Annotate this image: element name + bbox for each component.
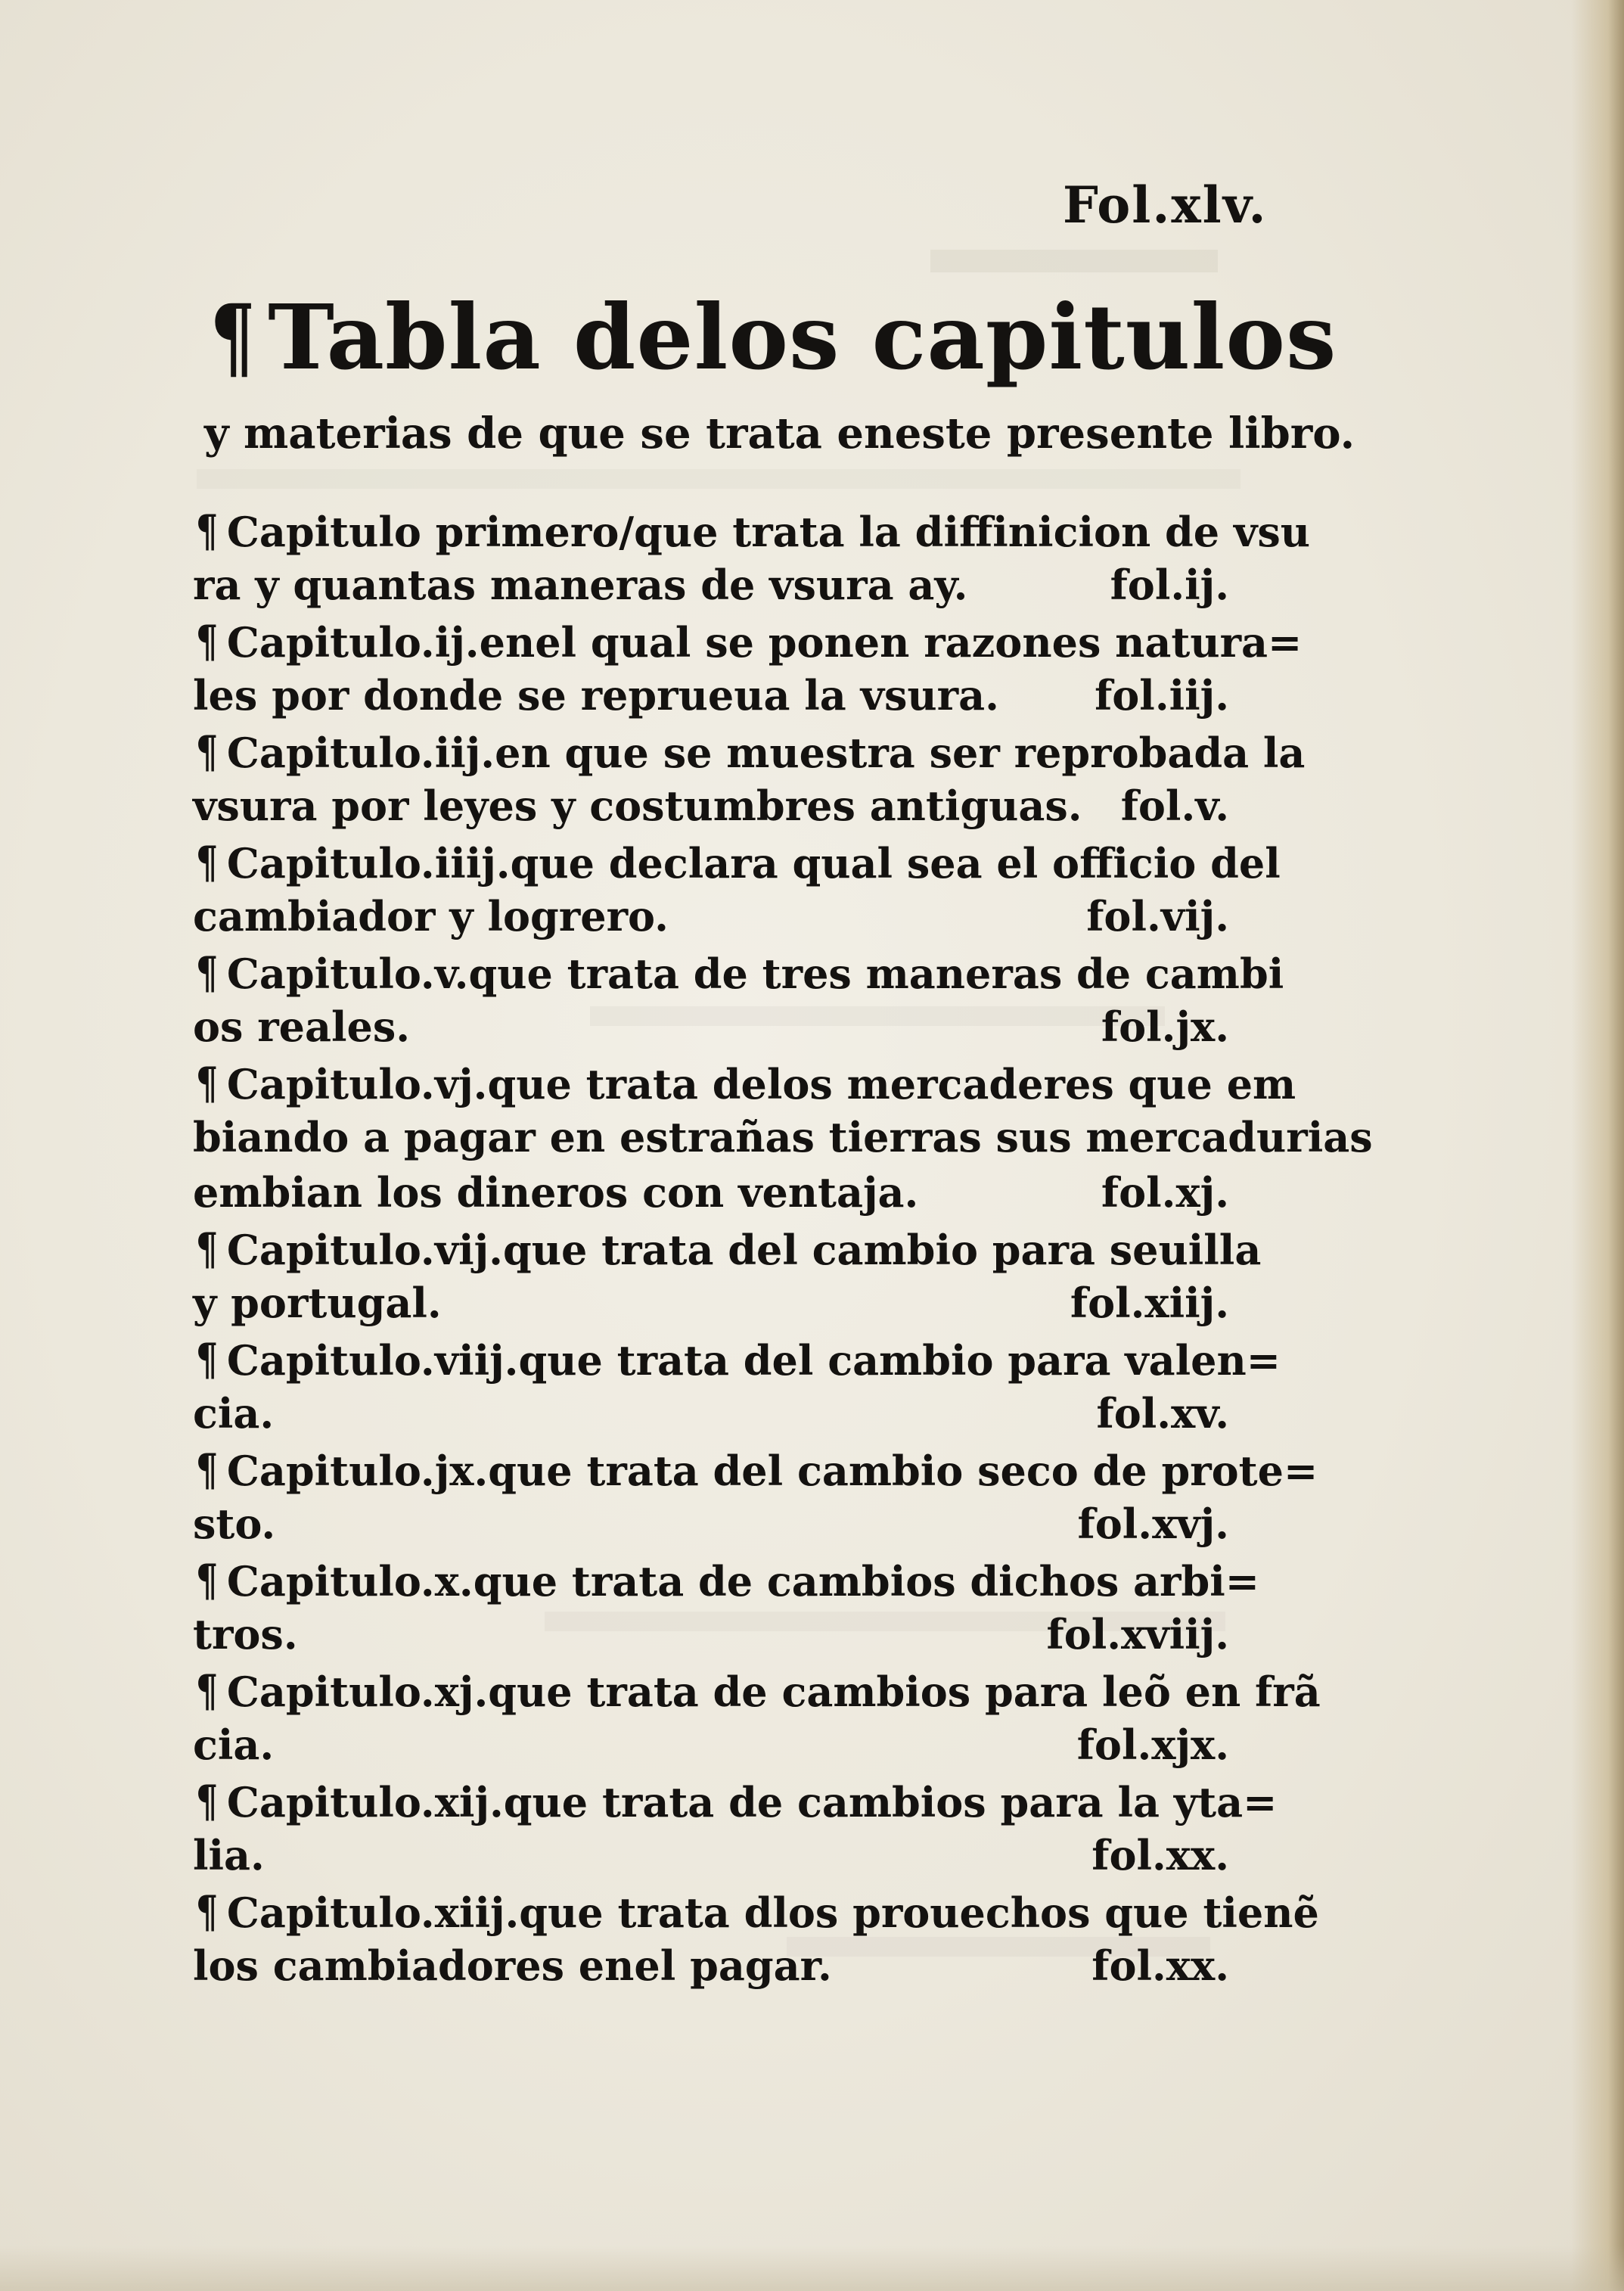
toc-entry-text: cambiador y logrero. bbox=[193, 892, 669, 940]
toc-entry-text: les por donde se reprueua la vsura. bbox=[193, 671, 999, 720]
toc-entry-text-wrap bbox=[193, 837, 1281, 888]
toc-entry-text: cia. bbox=[193, 1721, 275, 1769]
toc-entry bbox=[193, 616, 1303, 726]
toc-entry-text-wrap bbox=[193, 1610, 298, 1658]
toc-entry-text-wrap bbox=[193, 1500, 275, 1548]
toc-entry bbox=[193, 505, 1310, 616]
toc-entry-text: vsura por leyes y costumbres antiguas. bbox=[193, 782, 1082, 830]
pilcrow-icon: ¶ bbox=[195, 1223, 219, 1275]
toc-entry-text-wrap bbox=[193, 1941, 832, 1990]
toc-entry bbox=[193, 1444, 1318, 1555]
toc-entry-line bbox=[193, 837, 1281, 892]
toc-entry-text: Capitulo.viij.que trata del cambio para valen= bbox=[226, 1336, 1281, 1385]
show-through-mark bbox=[930, 250, 1218, 272]
toc-entry-text-wrap bbox=[193, 671, 999, 720]
toc-entry-line bbox=[193, 1279, 1229, 1334]
toc-entry-text-wrap bbox=[193, 1223, 1261, 1275]
folio-reference: fol.xvj. bbox=[1077, 1500, 1229, 1548]
toc-entry-text-wrap bbox=[193, 1776, 1277, 1827]
toc-entry-text: Capitulo.v.que trata de tres maneras de cambi bbox=[226, 950, 1284, 998]
toc-entry-text: Capitulo.xiij.que trata dlos prouechos que tienẽ bbox=[226, 1888, 1319, 1937]
toc-entry-text: Capitulo.xij.que trata de cambios para la yta= bbox=[226, 1778, 1278, 1826]
toc-entry-line bbox=[193, 1389, 1229, 1444]
pilcrow-icon: ¶ bbox=[195, 616, 219, 667]
toc-entry-text: Capitulo.ij.enel qual se ponen razones natura= bbox=[226, 618, 1303, 667]
toc-entry-text: Capitulo.vj.que trata delos mercaderes que em bbox=[226, 1060, 1296, 1108]
toc-entry bbox=[193, 1334, 1281, 1444]
toc-entry-text-wrap bbox=[193, 1555, 1259, 1606]
toc-entry-text-wrap bbox=[193, 1886, 1319, 1938]
toc-entry-line bbox=[193, 1831, 1229, 1886]
pilcrow-icon: ¶ bbox=[195, 837, 219, 888]
toc-entry-line bbox=[193, 1500, 1229, 1555]
toc-entry-text: embian los dineros con ventaja. bbox=[193, 1168, 919, 1217]
pilcrow-icon: ¶ bbox=[195, 947, 219, 999]
page-subtitle: y materias de que se trata eneste presente libro. bbox=[204, 409, 1355, 459]
folio-number: Fol.xlv. bbox=[1063, 176, 1268, 235]
toc-entry-text-wrap bbox=[193, 1665, 1321, 1717]
toc-entry-line bbox=[193, 1665, 1321, 1721]
toc-entry-line bbox=[193, 1555, 1260, 1610]
folio-reference: fol.xjx. bbox=[1076, 1721, 1229, 1769]
toc-entry bbox=[193, 1058, 1373, 1223]
toc-entry-text-wrap bbox=[193, 1058, 1296, 1109]
toc-entry-text-wrap bbox=[193, 947, 1284, 999]
pilcrow-icon: ¶ bbox=[195, 1058, 219, 1109]
toc-entry-line bbox=[193, 1058, 1296, 1113]
toc-entry-line bbox=[193, 1444, 1318, 1500]
toc-entry-text: Capitulo primero/que trata la diffinicion de vsu bbox=[226, 508, 1310, 556]
folio-reference: fol.xx. bbox=[1091, 1941, 1229, 1990]
toc-entry-text: lia. bbox=[193, 1831, 265, 1879]
folio-reference: fol.ij. bbox=[1110, 561, 1229, 609]
toc-entry-text: los cambiadores enel pagar. bbox=[193, 1941, 832, 1990]
page-title-text: Tabla delos capitulos bbox=[268, 284, 1337, 390]
toc-entry bbox=[193, 1223, 1262, 1334]
folio-reference: fol.xiij. bbox=[1070, 1279, 1229, 1327]
toc-entry-line bbox=[193, 561, 1229, 616]
folio-reference: fol.xviij. bbox=[1046, 1610, 1229, 1658]
toc-entry-text: Capitulo.jx.que trata del cambio seco de prote= bbox=[226, 1447, 1318, 1495]
toc-entry-text: Capitulo.xj.que trata de cambios para leõ en frã bbox=[226, 1668, 1321, 1716]
toc-entry-text-wrap bbox=[193, 1721, 274, 1769]
pilcrow-icon: ¶ bbox=[195, 1555, 219, 1606]
toc-entry-text-wrap bbox=[193, 561, 967, 609]
pilcrow-icon: ¶ bbox=[195, 1776, 219, 1827]
toc-entry-text-wrap bbox=[193, 1003, 410, 1051]
toc-entry-line bbox=[193, 892, 1229, 947]
toc-entry-text: sto. bbox=[193, 1500, 276, 1548]
pilcrow-icon: ¶ bbox=[195, 1444, 219, 1496]
toc-entry bbox=[193, 1886, 1319, 1997]
toc-entry-line bbox=[193, 1941, 1229, 1997]
toc-entry-text: os reales. bbox=[193, 1003, 411, 1051]
toc-entry-line bbox=[193, 1003, 1229, 1058]
toc-entry-text-wrap bbox=[193, 892, 669, 940]
toc-entry-line bbox=[193, 616, 1303, 671]
toc-entry bbox=[193, 1555, 1260, 1665]
toc-entry-line bbox=[193, 1223, 1262, 1279]
toc-entry-line bbox=[193, 1113, 1373, 1168]
toc-entry-line bbox=[193, 726, 1306, 782]
toc-entry-text-wrap bbox=[193, 1279, 442, 1327]
toc-entry-text-wrap bbox=[193, 1389, 274, 1438]
toc-entry bbox=[193, 837, 1281, 947]
folio-reference: fol.xj. bbox=[1101, 1168, 1229, 1217]
folio-reference: fol.xv. bbox=[1096, 1389, 1229, 1438]
toc-entry-text: Capitulo.iij.en que se muestra ser reprobada la bbox=[226, 729, 1306, 777]
page-title bbox=[204, 280, 1337, 393]
toc-entry bbox=[193, 1665, 1321, 1776]
folio-reference: fol.v. bbox=[1120, 782, 1229, 830]
toc-entry-line bbox=[193, 947, 1284, 1003]
toc-entry bbox=[193, 947, 1284, 1058]
toc-entry-text-wrap bbox=[193, 1168, 918, 1217]
toc-entry-text: biando a pagar en estrañas tierras sus mercadurias bbox=[193, 1113, 1373, 1161]
toc-entry-text-wrap bbox=[193, 1334, 1281, 1385]
toc-entry-text: Capitulo.iiij.que declara qual sea el officio del bbox=[226, 839, 1281, 887]
toc-entry-text-wrap bbox=[193, 1113, 1373, 1161]
toc-entry-text: ra y quantas maneras de vsura ay. bbox=[193, 561, 968, 609]
toc-entry-line bbox=[193, 1776, 1278, 1831]
toc-entry-line bbox=[193, 1610, 1229, 1665]
show-through-mark bbox=[197, 469, 1241, 489]
folio-reference: fol.vij. bbox=[1086, 892, 1229, 940]
pilcrow-icon: ¶ bbox=[195, 505, 219, 557]
page-bottom-edge bbox=[0, 2246, 1624, 2291]
pilcrow-icon: ¶ bbox=[195, 1334, 219, 1385]
folio-reference: fol.iij. bbox=[1095, 671, 1229, 720]
heading bbox=[204, 280, 1355, 459]
toc-entry-text-wrap bbox=[193, 505, 1310, 557]
toc-entry-line bbox=[193, 1886, 1319, 1941]
folio-reference: fol.xx. bbox=[1091, 1831, 1229, 1879]
pilcrow-icon: ¶ bbox=[195, 1665, 219, 1717]
toc-entry-text-wrap bbox=[193, 1831, 265, 1879]
toc-entry bbox=[193, 1776, 1278, 1886]
table-of-contents bbox=[193, 505, 1373, 1997]
toc-entry-text: Capitulo.x.que trata de cambios dichos arbi= bbox=[226, 1557, 1260, 1606]
toc-entry-text: cia. bbox=[193, 1389, 275, 1438]
toc-entry bbox=[193, 726, 1306, 837]
binding-edge bbox=[1571, 0, 1624, 2291]
toc-entry-line bbox=[193, 782, 1229, 837]
toc-entry-line bbox=[193, 505, 1310, 561]
toc-entry-text-wrap bbox=[193, 616, 1302, 667]
toc-entry-text: y portugal. bbox=[193, 1279, 442, 1327]
toc-entry-text: Capitulo.vij.que trata del cambio para seuilla bbox=[226, 1226, 1262, 1274]
pilcrow-icon: ¶ bbox=[210, 284, 256, 390]
toc-entry-line bbox=[193, 1334, 1281, 1389]
pilcrow-icon: ¶ bbox=[195, 726, 219, 778]
toc-entry-line bbox=[193, 1721, 1229, 1776]
pilcrow-icon: ¶ bbox=[195, 1886, 219, 1938]
folio-reference: fol.jx. bbox=[1101, 1003, 1229, 1051]
toc-entry-line bbox=[193, 1168, 1229, 1223]
toc-entry-text-wrap bbox=[193, 726, 1305, 778]
toc-entry-line bbox=[193, 671, 1229, 726]
toc-entry-text-wrap bbox=[193, 1444, 1318, 1496]
toc-entry-text-wrap bbox=[193, 782, 1082, 830]
toc-entry-text: tros. bbox=[193, 1610, 298, 1658]
